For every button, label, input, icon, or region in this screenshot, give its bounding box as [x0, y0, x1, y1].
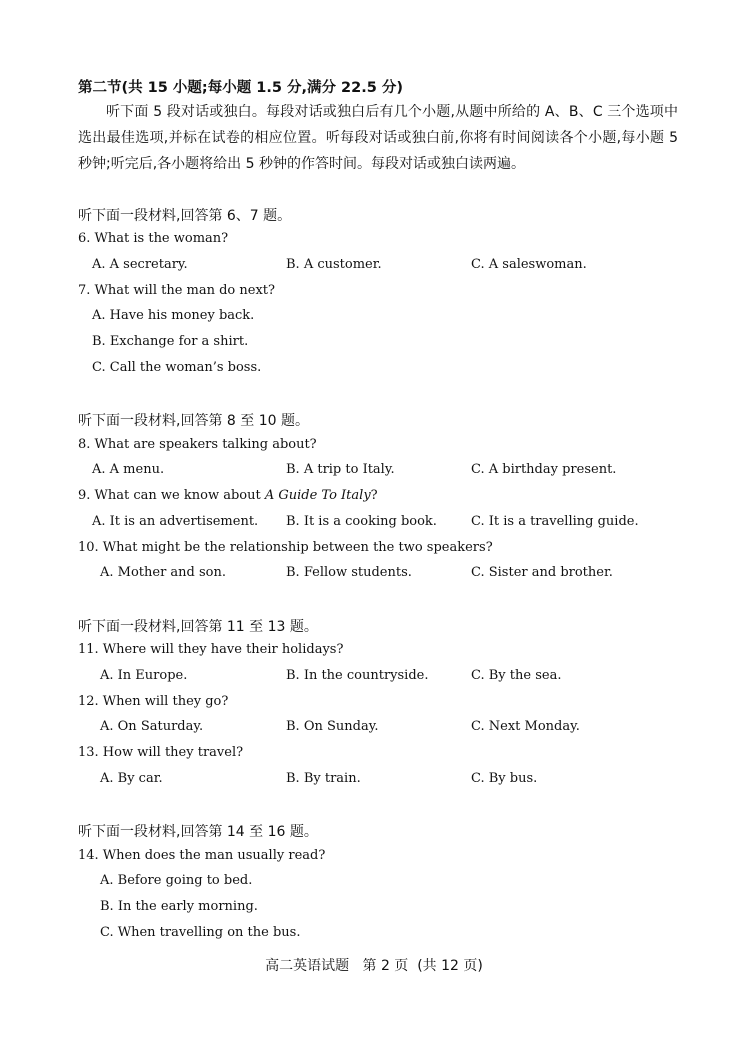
question-stem: 14. When does the man usually read?	[78, 848, 326, 863]
section-instructions: 听下面 5 段对话或独白。每段对话或独白后有几个小题,从题中所给的 A、B、C 三个选项中选出最佳选项,并标在试卷的相应位置。听每段对话或独白前,你将有时间阅读各个小题,每小题 5 秒钟;听完后,各小题将给出 5 秒钟的作答时间。每段对话或独白读两遍。	[78, 104, 678, 172]
option-b: B. Exchange for a shirt.	[92, 334, 249, 349]
option-c: C. A saleswoman.	[471, 257, 587, 272]
option-c: C. Next Monday.	[471, 719, 580, 734]
question-stem-text: 9. What can we know about	[78, 488, 265, 503]
question-stem-end: ?	[370, 488, 378, 503]
group-heading: 听下面一段材料,回答第 6、7 题。	[78, 208, 292, 224]
option-b: B. In the countryside.	[286, 668, 429, 683]
option-b: B. By train.	[286, 771, 361, 786]
option-c: C. It is a travelling guide.	[471, 514, 639, 529]
option-a: A. Have his money back.	[92, 308, 255, 323]
option-c: C. Sister and brother.	[471, 565, 613, 580]
page-footer: 高二英语试题 第 2 页 (共 12 页)	[265, 958, 483, 974]
question-stem: 11. Where will they have their holidays?	[78, 642, 344, 657]
question-stem	[78, 488, 378, 503]
question-stem: 13. How will they travel?	[78, 745, 244, 760]
question-stem: 7. What will the man do next?	[78, 283, 275, 298]
question-stem: 6. What is the woman?	[78, 231, 229, 246]
option-a: A. In Europe.	[100, 668, 188, 683]
option-b: B. On Sunday.	[286, 719, 379, 734]
option-b: B. A customer.	[286, 257, 382, 272]
group-heading: 听下面一段材料,回答第 11 至 13 题。	[78, 619, 318, 635]
option-a: A. On Saturday.	[100, 719, 204, 734]
option-c: C. Call the woman’s boss.	[92, 360, 262, 375]
group-heading: 听下面一段材料,回答第 14 至 16 题。	[78, 824, 318, 840]
option-c: C. A birthday present.	[471, 462, 617, 477]
question-stem: 10. What might be the relationship between the two speakers?	[78, 540, 493, 555]
option-b: B. It is a cooking book.	[286, 514, 437, 529]
question-stem: 8. What are speakers talking about?	[78, 437, 317, 452]
option-c: C. By bus.	[471, 771, 538, 786]
option-a: A. A menu.	[92, 462, 165, 477]
option-a: A. By car.	[100, 771, 163, 786]
option-c: C. When travelling on the bus.	[100, 925, 301, 940]
section-title: 第二节(共 15 小题;每小题 1.5 分,满分 22.5 分)	[78, 80, 403, 96]
question-stem: 12. When will they go?	[78, 694, 229, 709]
option-a: A. Before going to bed.	[100, 873, 253, 888]
option-a: A. Mother and son.	[100, 565, 227, 580]
option-c: C. By the sea.	[471, 668, 562, 683]
option-b: B. In the early morning.	[100, 899, 258, 914]
option-a: A. It is an advertisement.	[92, 514, 259, 529]
group-heading: 听下面一段材料,回答第 8 至 10 题。	[78, 413, 309, 429]
option-b: B. Fellow students.	[286, 565, 412, 580]
option-b: B. A trip to Italy.	[286, 462, 395, 477]
book-title: A Guide To Italy	[264, 488, 371, 503]
option-a: A. A secretary.	[92, 257, 188, 272]
